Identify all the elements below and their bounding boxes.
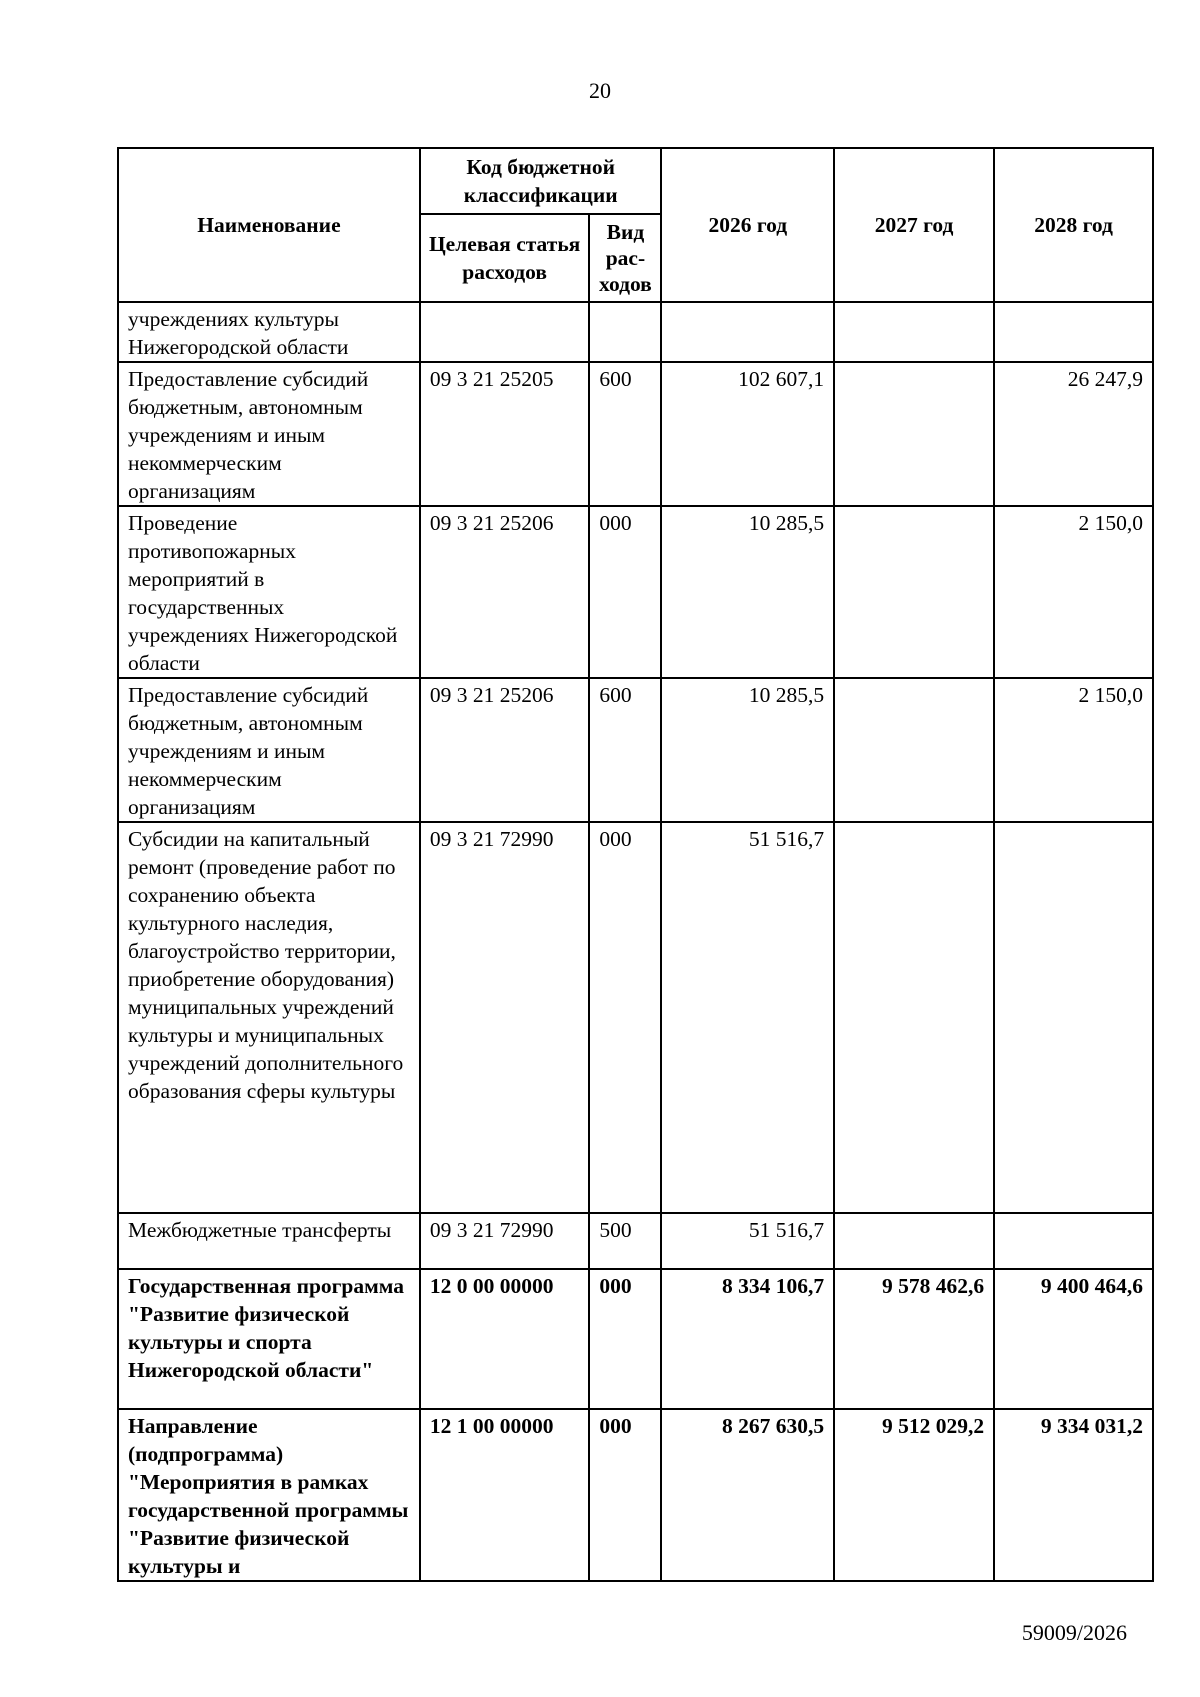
table-row (118, 1213, 1153, 1269)
header-2026: 2026 год (661, 148, 834, 302)
row-value-2026: 51 516,7 (661, 822, 834, 1213)
table-body (118, 302, 1153, 1581)
row-value-2027 (834, 822, 994, 1213)
row-expense-type: 500 (589, 1213, 661, 1269)
row-target-code: 09 3 21 25206 (420, 678, 589, 822)
row-target-code: 12 0 00 00000 (420, 1269, 589, 1409)
table-row (118, 506, 1153, 678)
row-value-2027 (834, 362, 994, 506)
row-expense-type: 600 (589, 362, 661, 506)
row-value-2026 (661, 302, 834, 362)
document-id: 59009/2026 (1021, 1620, 1127, 1645)
row-name: учреждениях культуры Нижегородской области (118, 302, 420, 362)
row-value-2026: 8 334 106,7 (661, 1269, 834, 1409)
row-expense-type (589, 302, 661, 362)
row-name: Государственная программа "Развитие физической культуры и спорта Нижегородской области" (118, 1269, 420, 1409)
header-kbk: Код бюджетной классификации (420, 148, 662, 214)
header-2028: 2028 год (994, 148, 1153, 302)
row-expense-type: 000 (589, 1409, 661, 1581)
row-value-2028: 9 334 031,2 (994, 1409, 1153, 1581)
table-row (118, 678, 1153, 822)
table-row (118, 302, 1153, 362)
row-expense-type: 000 (589, 822, 661, 1213)
table-row (118, 1269, 1153, 1409)
row-value-2027: 9 578 462,6 (834, 1269, 994, 1409)
row-value-2028 (994, 822, 1153, 1213)
row-target-code: 09 3 21 25206 (420, 506, 589, 678)
row-target-code: 09 3 21 72990 (420, 1213, 589, 1269)
row-target-code: 12 1 00 00000 (420, 1409, 589, 1581)
row-target-code: 09 3 21 72990 (420, 822, 589, 1213)
row-name: Межбюджетные трансферты (118, 1213, 420, 1269)
row-value-2026: 8 267 630,5 (661, 1409, 834, 1581)
header-expense-type: Вид рас- ходов (589, 214, 661, 302)
page-number: 20 (589, 78, 611, 103)
row-value-2026: 10 285,5 (661, 678, 834, 822)
table-row (118, 822, 1153, 1213)
row-name: Предоставление субсидий бюджетным, автономным учреждениям и иным некоммерческим организациям (118, 362, 420, 506)
budget-table (117, 147, 1154, 1582)
row-value-2026: 51 516,7 (661, 1213, 834, 1269)
row-value-2027: 9 512 029,2 (834, 1409, 994, 1581)
row-value-2026: 10 285,5 (661, 506, 834, 678)
table-row (118, 1409, 1153, 1581)
row-value-2028: 2 150,0 (994, 678, 1153, 822)
header-2027: 2027 год (834, 148, 994, 302)
header-name: Наименование (118, 148, 420, 302)
row-expense-type: 600 (589, 678, 661, 822)
row-expense-type: 000 (589, 1269, 661, 1409)
row-value-2028 (994, 1213, 1153, 1269)
row-value-2027 (834, 678, 994, 822)
row-value-2028: 26 247,9 (994, 362, 1153, 506)
header-target-article: Целевая статья расходов (420, 214, 589, 302)
row-value-2028 (994, 302, 1153, 362)
row-value-2027 (834, 506, 994, 678)
row-value-2028: 2 150,0 (994, 506, 1153, 678)
row-name: Субсидии на капитальный ремонт (проведение работ по сохранению объекта культурного наследия, благоустройство территории, приобретение оборудования) муниципальных учреждений культуры и муниципальных учреждений дополнительного образования сферы культуры (118, 822, 420, 1213)
row-target-code: 09 3 21 25205 (420, 362, 589, 506)
table-row (118, 362, 1153, 506)
row-value-2027 (834, 1213, 994, 1269)
row-name: Направление (подпрограмма) "Мероприятия в рамках государственной программы "Развитие физической культуры и (118, 1409, 420, 1581)
row-value-2028: 9 400 464,6 (994, 1269, 1153, 1409)
row-value-2026: 102 607,1 (661, 362, 834, 506)
row-target-code (420, 302, 589, 362)
row-expense-type: 000 (589, 506, 661, 678)
row-name: Предоставление субсидий бюджетным, автономным учреждениям и иным некоммерческим организациям (118, 678, 420, 822)
row-name: Проведение противопожарных мероприятий в государственных учреждениях Нижегородской области (118, 506, 420, 678)
row-value-2027 (834, 302, 994, 362)
